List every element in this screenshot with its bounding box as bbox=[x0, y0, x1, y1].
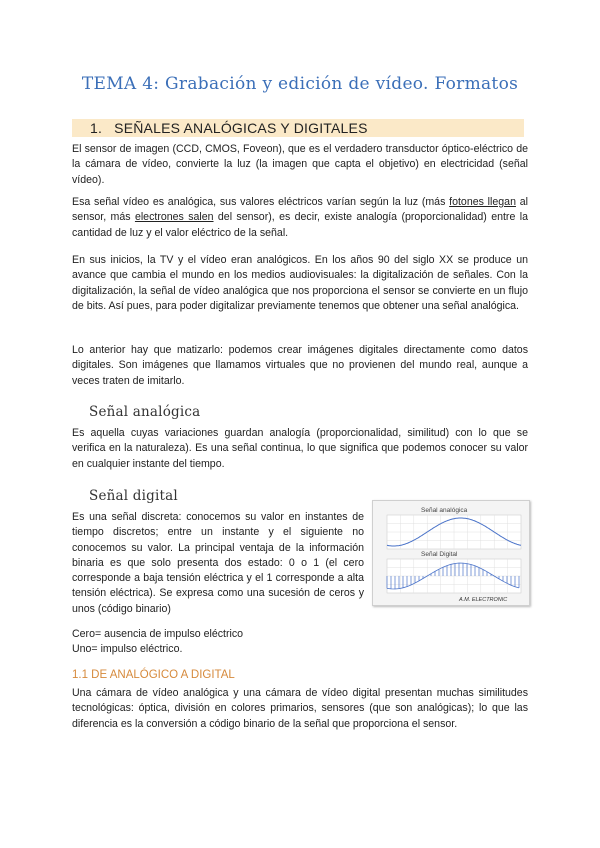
paragraph-virtual-images: Lo anterior hay que matizarlo: podemos crear imágenes digitales directamente como datos digitales. Son imágenes que llamamos virtuales que no provienen del mundo real, aunque a veces traten de imitarlo. bbox=[72, 344, 528, 387]
paragraph-analog-to-digital: Una cámara de vídeo analógica y una cámara de vídeo digital presentan muchas similitudes tecnológicas: óptica, división en colores primarios, sensores (que son analógicas); lo que las diferencia es la conversión a código binario de la señal que proporciona el sensor. bbox=[72, 687, 528, 730]
label-analog: Señal analógica bbox=[421, 507, 468, 514]
underlined-text-photons: fotones llegan bbox=[449, 196, 516, 208]
subheading-digital: Señal digital bbox=[89, 488, 178, 504]
paragraph-digitalization: En sus inicios, la TV y el vídeo eran analógicos. En los años 90 del siglo XX se produce un avance que cambia el mundo en los medios audiovisuales: la digitalización de señales. Con la digitalización, la señal de vídeo analógica que nos proporciona el sensor se convierte en un flujo de bits. Así pues, para poder digitalizar previamente tenemos que obtener una señal analógica. bbox=[72, 254, 528, 312]
text-run: al sensor, más bbox=[72, 196, 528, 224]
section-title: SEÑALES ANALÓGICAS Y DIGITALES bbox=[114, 120, 368, 136]
paragraph-analog-signal bbox=[72, 195, 528, 241]
signal-diagram bbox=[373, 501, 529, 605]
signal-figure bbox=[372, 500, 530, 606]
label-digital: Señal Digital bbox=[421, 551, 458, 558]
paragraph-sensor: El sensor de imagen (CCD, CMOS, Foveon), que es el verdadero transductor óptico-eléctrico de la cámara de vídeo, convierte la luz (la imagen que capta el objetivo) en electricidad (señal vídeo). bbox=[72, 143, 528, 186]
paragraph-digital-definition: Es una señal discreta: conocemos su valor en instantes de tiempo discretos; entre un instante y el siguiente no conocemos su valor. La principal ventaja de la información binaria es que solo presenta dos estado: 0 o 1 (el cero corresponde a baja tensión eléctrica y el 1 corresponde a alta tensión eléctrica). Se expresa como una sucesión de ceros y unos (código binario) bbox=[72, 511, 364, 615]
text-run: Esa señal vídeo es analógica, sus valores eléctricos varían según la luz (más bbox=[72, 196, 450, 208]
text-run: del sensor), es decir, existe analogía (proporcionalidad) entre la cantidad de luz y el valor eléctrico de la señal. bbox=[72, 211, 528, 239]
figure-credit: A.M. ELECTRONIC bbox=[459, 597, 508, 603]
uno-text: Uno= impulso eléctrico. bbox=[72, 643, 183, 655]
subheading-analog: Señal analógica bbox=[89, 404, 201, 420]
section-number: 1. bbox=[90, 120, 103, 136]
subsection-heading-1-1: 1.1 DE ANALÓGICO A DIGITAL bbox=[72, 669, 235, 681]
page-title: TEMA 4: Grabación y edición de vídeo. Formatos bbox=[81, 74, 519, 94]
section-heading-1 bbox=[72, 119, 524, 137]
paragraph-analog-definition: Es aquella cuyas variaciones guardan analogía (proporcionalidad, similitud) con lo que se verifica en la naturaleza). Es una señal continua, lo que significa que podemos conocer su valor en cualquier instante del tiempo. bbox=[72, 427, 528, 470]
underlined-text-electrons: electrones salen bbox=[134, 211, 214, 224]
line-cero: Cero= ausencia de impulso eléctrico bbox=[72, 628, 244, 640]
line-uno bbox=[72, 642, 528, 657]
